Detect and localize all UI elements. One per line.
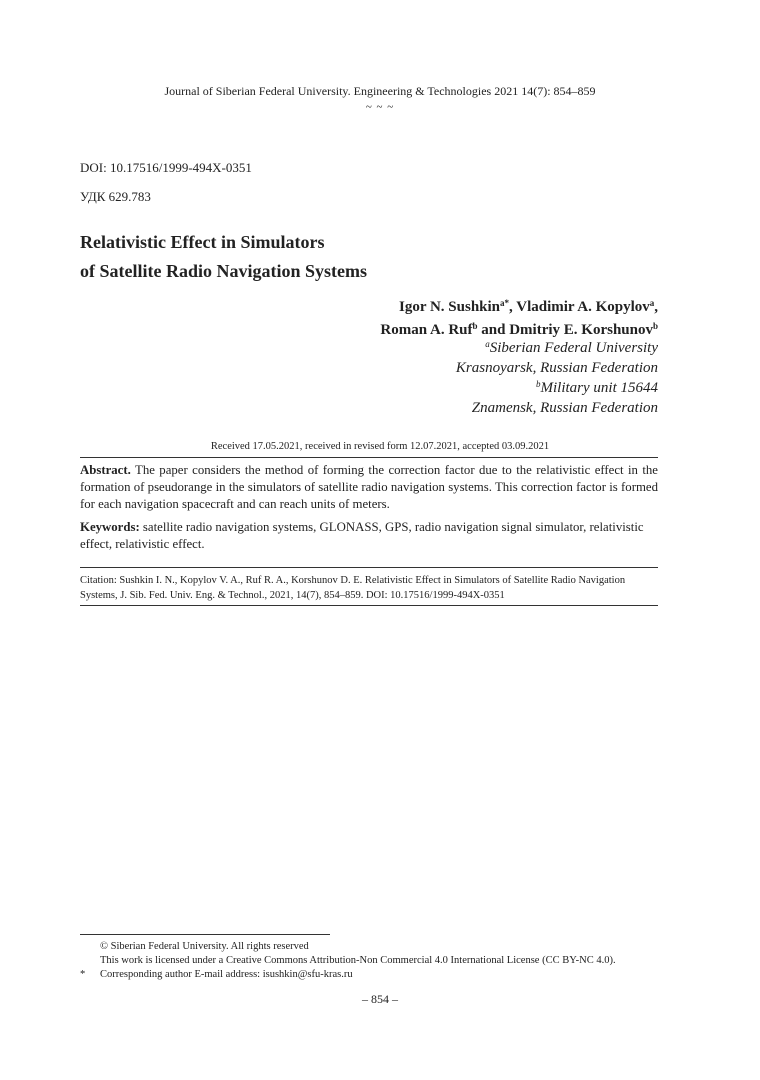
affiliation-mark: a — [485, 339, 490, 349]
divider — [80, 567, 658, 568]
author-name: Vladimir A. Kopylov — [516, 299, 650, 315]
abstract-text: The paper considers the method of forming the correction factor due to the relativistic effect in the formation of pseudorange in the simulators of satellite radio navigation systems. This correction factor is formed for each navigation spacecraft and can reach units of meters. — [80, 463, 658, 511]
received-dates: Received 17.05.2021, received in revised form 12.07.2021, accepted 03.09.2021 — [210, 441, 550, 452]
author-list — [380, 296, 658, 342]
footnote-copyright: © Siberian Federal University. All rights reserved — [100, 941, 309, 952]
author-conjunction: and — [477, 322, 510, 338]
title-line-1: Relativistic Effect in Simulators — [80, 232, 325, 252]
abstract-label: Abstract. — [80, 463, 131, 477]
author-affiliation-mark: a* — [500, 298, 510, 308]
keywords-label: Keywords: — [80, 520, 140, 534]
footnote-corresponding: * Corresponding author E-mail address: isushkin@sfu-kras.ru — [80, 969, 353, 980]
affiliations — [456, 338, 658, 418]
journal-header: Journal of Siberian Federal University. Engineering & Technologies 2021 14(7): 854–859 — [164, 84, 596, 98]
header-ornament: ~ ~ ~ — [365, 101, 395, 113]
author-affiliation-mark: b — [472, 321, 478, 331]
footnote-mark: * — [80, 969, 86, 980]
affiliation-a-name: $^a$Siberian Federal University — [485, 339, 658, 356]
author-name: Dmitriy E. Korshunov — [509, 322, 653, 338]
author-line-1 — [380, 296, 658, 319]
citation: Citation: Sushkin I. N., Kopylov V. A., Ruf R. A., Korshunov D. E. Relativistic Effect in Simulators of Satellite Radio Navigation Systems, J. Sib. Fed. Univ. Eng. & Technol., 2021, 14(7), 854–859. DOI: 10.17516/1999-494X-0351 — [80, 575, 626, 601]
affiliation-b-name: $^b$Military unit 15644 — [536, 379, 658, 396]
footnote-license: This work is licensed under a Creative Commons Attribution-Non Commercial 4.0 International License (CC BY-NC 4.0). — [100, 955, 616, 966]
author-name: Igor N. Sushkin — [398, 299, 501, 315]
affiliation-a-place: Krasnoyarsk, Russian Federation — [455, 360, 658, 376]
author-affiliation-mark: b — [652, 321, 658, 331]
doi: DOI: 10.17516/1999-494X-0351 — [80, 160, 252, 175]
paper-title — [80, 228, 367, 286]
divider — [80, 605, 658, 606]
author-separator: , — [654, 299, 658, 315]
author-affiliation-mark: a — [649, 298, 655, 308]
abstract — [80, 462, 658, 513]
affiliation-mark: b — [536, 379, 541, 389]
page-number: – 854 – — [362, 992, 398, 1006]
footnotes — [80, 940, 616, 982]
udk-code: УДК 629.783 — [80, 189, 151, 204]
keywords-text: satellite radio navigation systems, GLONASS, GPS, radio navigation signal simulator, relativistic effect, relativistic effect. — [80, 520, 644, 551]
divider — [80, 457, 658, 458]
footnote-divider — [80, 934, 330, 935]
author-separator: , — [509, 299, 517, 315]
title-line-2: of Satellite Radio Navigation Systems — [80, 261, 367, 281]
keywords — [80, 519, 658, 553]
author-name: Roman A. Ruf — [380, 322, 473, 338]
affiliation-b-place: Znamensk, Russian Federation — [471, 400, 658, 416]
